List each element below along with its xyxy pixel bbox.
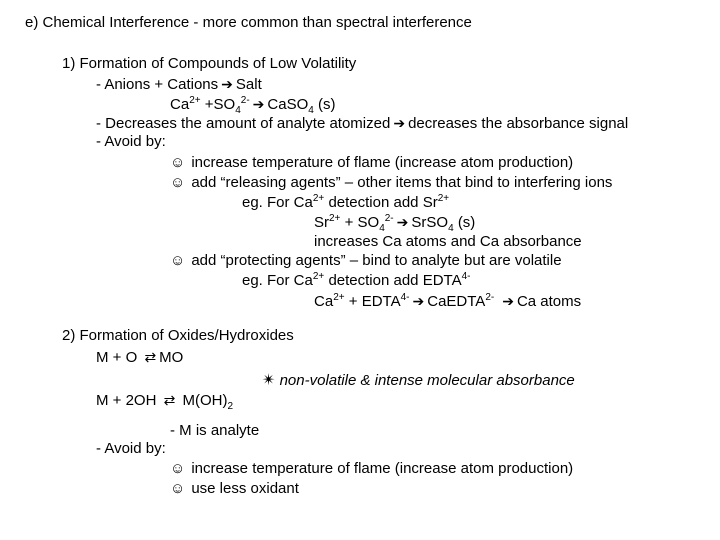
rxn-product: CaEDTA: [427, 293, 486, 310]
rxn-result: Ca atoms: [516, 293, 582, 310]
bullet-releasing-agents: [170, 174, 612, 192]
rxn-ca: Ca: [170, 96, 190, 113]
rxn-ca-charge: 2+: [189, 95, 201, 106]
smiley-bullet-icon: ☺: [170, 480, 186, 497]
rxn-state: (s): [318, 96, 336, 113]
rxn-so4: + SO: [340, 214, 380, 231]
example-edta: [242, 272, 471, 290]
rxn-product: SrSO: [411, 214, 449, 231]
reaction-caedta: [314, 292, 581, 311]
reaction-moh2: [96, 391, 233, 410]
rxn-product: CaSO: [267, 96, 309, 113]
bullet-protecting-agents: [170, 252, 562, 270]
rxn-edta: + EDTA: [344, 293, 401, 310]
rxn-right: MO: [159, 349, 184, 366]
rxn-so4-sub: 4: [235, 105, 241, 116]
anions-cations-line: [96, 75, 262, 94]
salt-text: Salt: [235, 76, 262, 93]
decreases-right-text: decreases the absorbance signal: [408, 115, 629, 132]
annotation-line: [262, 372, 575, 390]
rxn-so4-sub: 4: [379, 223, 385, 234]
eg-edta-charge: 4-: [461, 271, 471, 282]
bullet-text: add “protecting agents” – bind to analyte but are volatile: [191, 252, 562, 269]
rxn-ca: Ca: [314, 293, 334, 310]
right-arrow-icon: ➔: [221, 76, 233, 92]
brace-icon: ✴: [262, 372, 276, 389]
smiley-bullet-icon: ☺: [170, 154, 186, 171]
eg-suffix: detection add EDTA: [324, 272, 462, 289]
eg-charge: 2+: [312, 193, 325, 204]
equilibrium-arrow-icon: ⇄: [144, 349, 157, 365]
reaction-caso4: [170, 95, 336, 114]
rxn-edta-charge: 4-: [400, 292, 410, 303]
avoid-by-2: - Avoid by:: [96, 440, 166, 457]
bullet-text: increase temperature of flame (increase atom production): [191, 460, 574, 477]
reaction-srso4: [314, 213, 475, 232]
bullet-increase-temp-1: [170, 154, 573, 172]
bullet-less-oxidant: [170, 480, 299, 498]
eg-suffix: detection add Sr: [324, 194, 438, 211]
slide-heading: e) Chemical Interference - more common than spectral interference: [25, 14, 472, 31]
rxn-so4-charge: 2-: [384, 213, 394, 224]
eg-prefix: eg. For Ca: [242, 194, 313, 211]
rxn-product-sub: 4: [308, 105, 314, 116]
annotation-text: non-volatile & intense molecular absorbance: [279, 372, 575, 389]
eg-sr-charge: 2+: [437, 193, 450, 204]
equilibrium-arrow-icon: ⇄: [163, 392, 176, 408]
bullet-text: add “releasing agents” – other items that bind to interfering ions: [191, 174, 613, 191]
rxn-sr-charge: 2+: [329, 213, 341, 224]
m-is-analyte: - M is analyte: [170, 422, 260, 439]
rxn-product-charge: 2-: [485, 292, 495, 303]
rxn-product-sub: 4: [448, 223, 454, 234]
section2-title: 2) Formation of Oxides/Hydroxides: [62, 327, 294, 344]
right-arrow-icon: ➔: [502, 293, 514, 309]
reaction-mo: [96, 348, 183, 367]
rxn-sr: Sr: [314, 214, 329, 231]
rxn-so4-charge: 2-: [240, 95, 250, 106]
rxn-state: (s): [457, 214, 476, 231]
avoid-by-1: - Avoid by:: [96, 133, 166, 150]
rxn-ca-charge: 2+: [333, 292, 345, 303]
eg-charge: 2+: [312, 271, 325, 282]
right-arrow-icon: ➔: [393, 115, 406, 131]
smiley-bullet-icon: ☺: [170, 252, 186, 269]
increases-line: increases Ca atoms and Ca absorbance: [314, 233, 582, 250]
smiley-bullet-icon: ☺: [170, 174, 186, 191]
right-arrow-icon: ➔: [396, 214, 409, 230]
eg-prefix: eg. For Ca: [242, 272, 313, 289]
rxn-right-sub: 2: [227, 401, 234, 412]
rxn-left: M + O: [96, 349, 138, 366]
bullet-text: increase temperature of flame (increase atom production): [191, 154, 574, 171]
decreases-left-text: - Decreases the amount of analyte atomized: [96, 115, 391, 132]
rxn-left: M + 2OH: [96, 392, 157, 409]
rxn-so4: +SO: [204, 96, 236, 113]
section1-title: 1) Formation of Compounds of Low Volatility: [62, 55, 357, 72]
right-arrow-icon: ➔: [412, 293, 425, 309]
bullet-increase-temp-2: [170, 460, 573, 478]
right-arrow-icon: ➔: [252, 96, 265, 112]
rxn-right: M(OH): [182, 392, 228, 409]
bullet-text: use less oxidant: [191, 480, 299, 497]
anions-cations-text: - Anions + Cations: [96, 76, 219, 93]
smiley-bullet-icon: ☺: [170, 460, 186, 477]
example-sr: [242, 194, 449, 212]
decreases-line: [96, 114, 628, 133]
